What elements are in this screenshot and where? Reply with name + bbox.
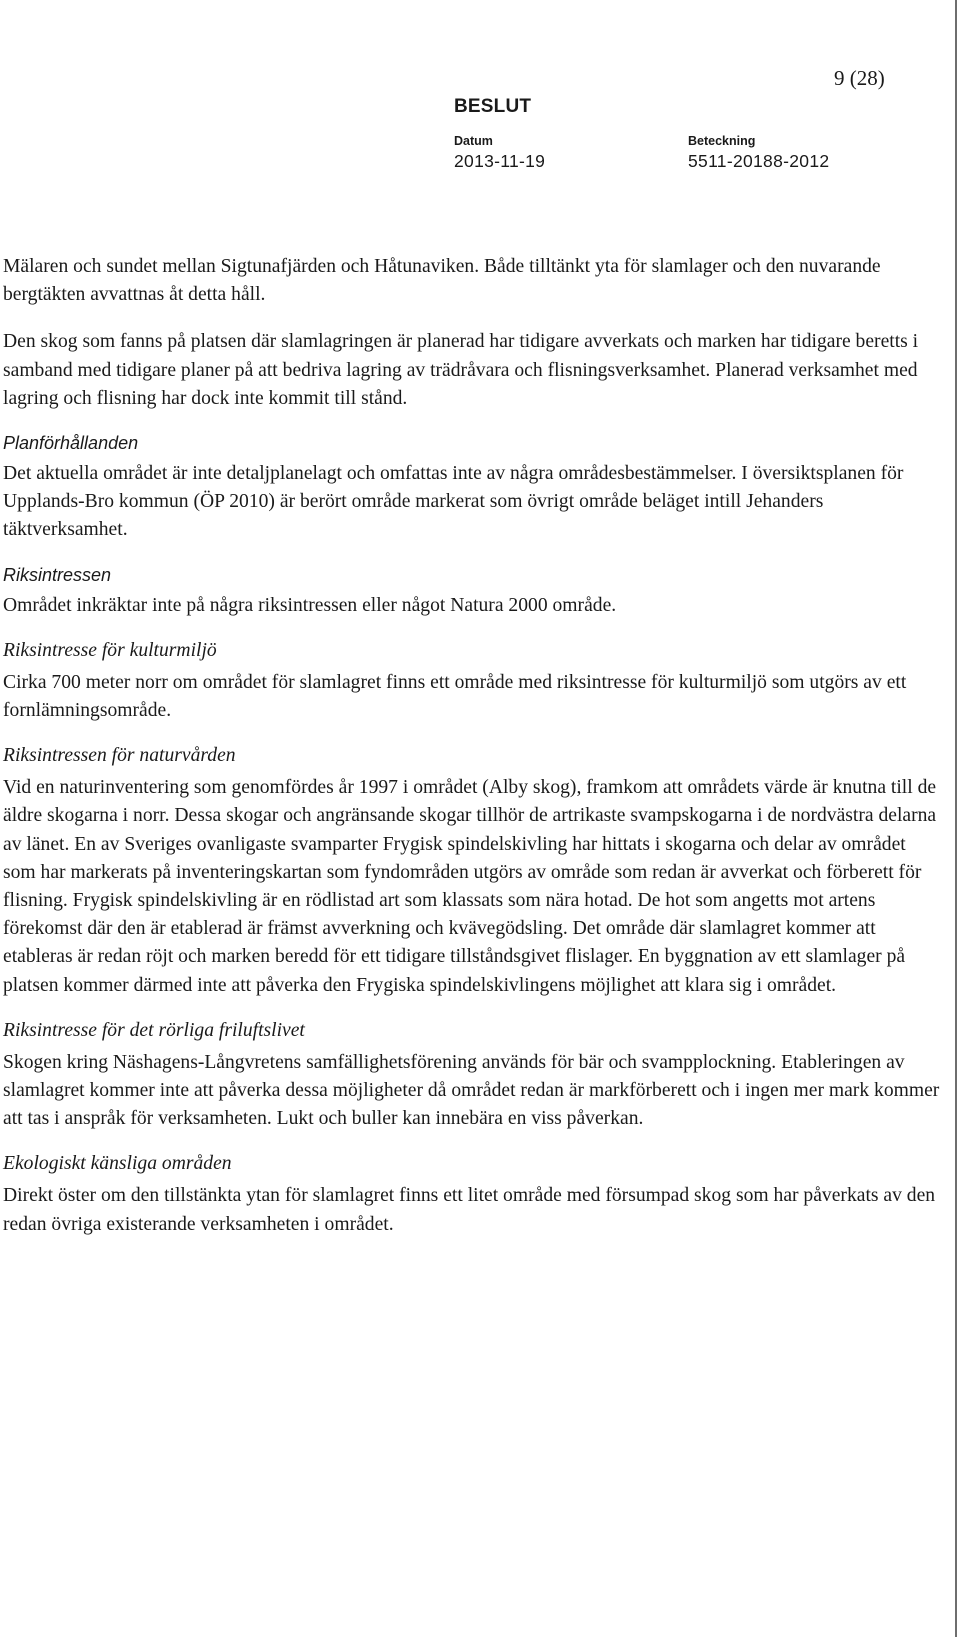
- intro-paragraph-1: Mälaren och sundet mellan Sigtunafjärden och Håtunaviken. Både tilltänkt yta för slamlager och den nuvarande bergtäkten avvattnas åt detta håll.: [3, 256, 881, 306]
- section-naturvarden: [3, 742, 943, 1000]
- section-heading: Riksintressen för naturvården: [3, 745, 236, 767]
- reference-label: Beteckning: [688, 134, 756, 148]
- section-planforhallanden: [3, 430, 943, 545]
- section-text: Vid en naturinventering som genomfördes år 1997 i området (Alby skog), framkom att områdets värde är knutna till de äldre skogarna i norr. Dessa skogar och angränsande skogar tillhör de artrikaste svampskogarna i de nordvästra delarna av länet. En av Sveriges ovanligaste svamparter Frygisk spindelskivling har hittats i skogarna och delar av området som har markerats på inventeringskartan som fyndområden utgörs av område som redan är avverkat och förberett för flisning. Frygisk spindelskivling är en rödlistad art som klassats som nära hotad. De hot som angetts mot artens förekomst där den är etablerad är främst avverkning och kvävegödsling. Det område där slamlagret kommer att etableras är redan röjt och marken beredd för ett tidigare tillståndsgivet flislager. En byggnation av ett slamlager på platsen kommer därmed inte att påverka den Frygiska spindelskivlingens möjlighet att klara sig i området.: [3, 777, 937, 996]
- section-heading: Riksintresse för kulturmiljö: [3, 639, 217, 661]
- section-text: Området inkräktar inte på några riksintressen eller något Natura 2000 område.: [3, 594, 617, 616]
- section-heading: Planförhållanden: [3, 433, 139, 454]
- date-label: Datum: [454, 134, 493, 148]
- document-header: [0, 0, 960, 190]
- section-heading: Riksintresse för det rörliga friluftslivet: [3, 1019, 305, 1041]
- intro-paragraph-2: Den skog som fanns på platsen där slamlagringen är planerad har tidigare avverkats och marken har tidigare beretts i samband med tidigare planer på att bedriva lagring av trädråvara och flisningsverksamhet. Planerad verksamhet med lagring och flisning har dock inte kommit till stånd.: [3, 331, 919, 409]
- section-text: Direkt öster om den tillstänkta ytan för slamlagret finns ett litet område med försumpad skog som har påverkats av den redan övriga existerande verksamheten i området.: [3, 1185, 936, 1235]
- section-friluftsliv: [3, 1017, 943, 1134]
- page-number: 9 (28): [834, 66, 885, 90]
- section-kulturmiljo: [3, 637, 943, 725]
- section-heading: Riksintressen: [3, 564, 112, 585]
- date-value: 2013-11-19: [454, 151, 546, 171]
- section-text: Cirka 700 meter norr om området för slamlagret finns ett område med riksintresse för kulturmiljö som utgörs av ett fornlämningsområde.: [3, 671, 907, 722]
- page-edge-line: [955, 0, 957, 1637]
- reference-value: 5511-20188-2012: [688, 151, 830, 171]
- document-type: BESLUT: [454, 96, 532, 117]
- section-text: Skogen kring Näshagens-Långvretens samfällighetsförening används för bär och svampplockning. Etableringen av slamlagret kommer inte att påverka dessa möjligheter då området redan är markförberett och i ingen mer mark kommer att tas i anspråk för verksamheten. Lukt och buller kan innebära en viss påverkan.: [3, 1051, 940, 1130]
- document-body: [3, 253, 943, 1239]
- section-text: Det aktuella området är inte detaljplanelagt och omfattas inte av några områdesbestämmelser. I översiktsplanen för Upplands-Bro kommun (ÖP 2010) är berört område markerat som övrigt område beläget intill Jehanders täktverksamhet.: [3, 463, 904, 541]
- section-heading: Ekologiskt känsliga områden: [3, 1153, 232, 1175]
- section-riksintressen: [3, 562, 943, 620]
- section-ekologiskt-kansliga: [3, 1150, 943, 1238]
